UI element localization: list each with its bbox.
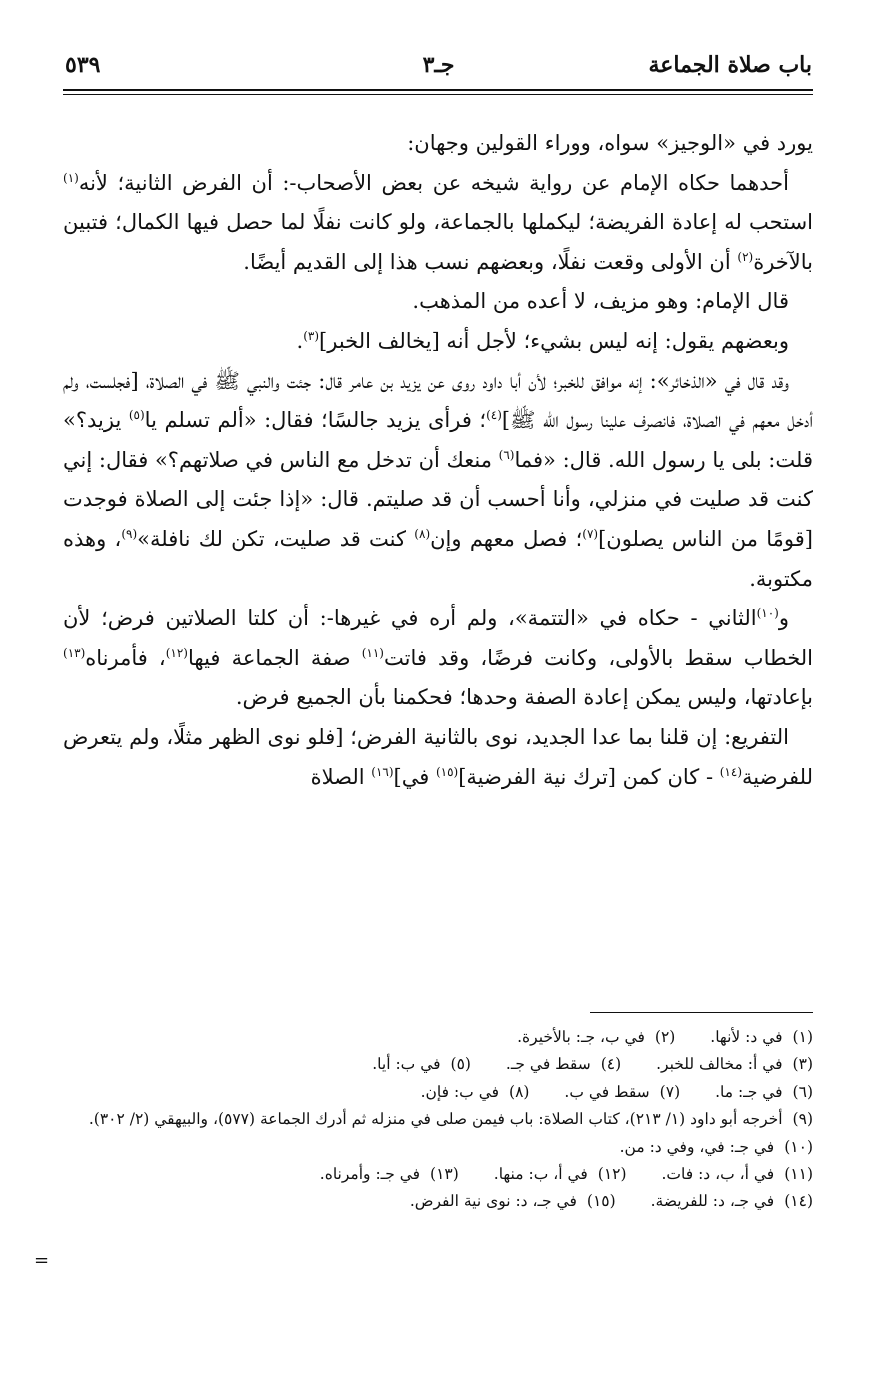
footnote-line xyxy=(55,1024,813,1051)
footnote-number: (١١) xyxy=(784,1165,813,1184)
footnote-text: في ب: فإن. xyxy=(420,1082,500,1101)
footnote-marker[interactable]: (١٣) xyxy=(63,645,86,660)
footnote-text: في أ، ب، د: فات. xyxy=(661,1165,775,1184)
text-run: في] xyxy=(393,764,436,789)
text-run: وقد قال في «الذخائر»: إنه موافق للخبر؛ لأن أبا داود روى عن يزيد بن عامر قال: جئت والنبي ﷺ في الصلاة، [فجلست، ولم أدخل معهم في الصلاة، فانصرف علينا رسول الله ﷺ] xyxy=(63,368,814,433)
text-run: كنت قد صليت، تكن لك نافلة» xyxy=(137,526,415,551)
header-rule-thick xyxy=(63,89,813,91)
text-run: الصلاة xyxy=(310,764,372,789)
footnote-number: (١٢) xyxy=(597,1165,627,1184)
footnote-number: (٩) xyxy=(792,1110,813,1129)
footnote-marker[interactable]: (١٢) xyxy=(165,645,188,660)
footnote-number: (٢) xyxy=(654,1028,676,1046)
footnote-line xyxy=(55,1079,813,1106)
footnote-number: (٣) xyxy=(792,1055,813,1074)
text-run: منعك أن تدخل مع الناس في صلاتهم؟» فقال: إني كنت قد صليت في منزلي، وأنا أحسب أن قد صليتم. قال: «إذا جئت إلى الصلاة فوجدت [قومًا من الناس يصلون] xyxy=(63,447,814,551)
margin-mark: = xyxy=(34,1250,50,1271)
footnote-text: في أ: مخالف للخبر. xyxy=(656,1055,783,1074)
footnote-marker[interactable]: (١٠) xyxy=(756,606,779,621)
text-run: قال الإمام: وهو مزيف، لا أعده من المذهب. xyxy=(412,289,789,314)
footnote-line xyxy=(55,1161,813,1188)
footnote-marker[interactable]: (١) xyxy=(63,170,79,185)
text-run: - كان كمن [ترك نية الفرضية] xyxy=(458,764,720,789)
footnote-marker[interactable]: (١٦) xyxy=(371,764,394,779)
footnotes xyxy=(55,1024,813,1216)
footnote-marker[interactable]: (٢) xyxy=(737,249,754,264)
text-run: التفريع: إن قلنا بما عدا الجديد، نوى بالثانية الفرض؛ [فلو نوى الظهر مثلًا، ولم يتعرض للفرضية xyxy=(63,724,813,789)
footnote-number: (١٥) xyxy=(586,1192,616,1211)
footnote-marker[interactable]: (١٤) xyxy=(719,764,742,779)
footnote-marker[interactable]: (٤) xyxy=(486,408,502,423)
text-run: بإعادتها، وليس يمكن إعادة الصفة وحدها؛ فحكمنا بأن الجميع فرض. xyxy=(235,685,813,710)
footnote-marker[interactable]: (٣) xyxy=(303,328,320,343)
footnote-number: (٤) xyxy=(600,1055,622,1074)
footnote-number: (١٤) xyxy=(784,1192,813,1211)
footnote-line xyxy=(55,1188,813,1215)
text-run: أن الأولى وقعت نفلًا، وبعضهم نسب هذا إلى القديم أيضًا. xyxy=(243,249,738,274)
paragraph xyxy=(63,164,813,283)
paragraph xyxy=(63,599,813,718)
footnote-separator xyxy=(590,1012,813,1013)
footnote-number: (١٠) xyxy=(784,1137,813,1156)
paragraph xyxy=(63,362,813,600)
text-run: الثاني - حكاه في «التتمة»، ولم أره في غيرها-: أن كلتا الصلاتين فرض؛ لأن الخطاب سقط بالأولى، وكانت فرضًا، وقد فاتت xyxy=(63,606,813,670)
paragraph xyxy=(63,322,813,362)
footnote-marker[interactable]: (٦) xyxy=(498,447,515,462)
header-rule-thin xyxy=(63,94,813,95)
footnote-line xyxy=(55,1134,813,1161)
text-run: ، وهذه مكتوبة. xyxy=(63,526,813,591)
footnote-text: سقط في جـ. xyxy=(505,1055,591,1074)
text-run: ، فأمرناه xyxy=(85,645,166,670)
footnote-number: (١٣) xyxy=(430,1165,459,1184)
footnote-text: في د: لأنها. xyxy=(710,1028,783,1046)
footnote-marker[interactable]: (١١) xyxy=(361,645,384,660)
text-run: و xyxy=(778,606,789,631)
footnote-number: (١) xyxy=(792,1028,813,1046)
footnote-text: في ب، جـ: بالأخيرة. xyxy=(517,1028,645,1046)
footnote-text: سقط في ب. xyxy=(564,1082,650,1101)
text-run: . xyxy=(296,328,304,353)
paragraph xyxy=(63,124,813,164)
text-run: استحب له إعادة الفريضة؛ ليكملها بالجماعة، ولو كانت نفلًا لما حصل فيها الكمال؛ فتبين بالآخرة xyxy=(63,210,813,274)
footnote-text: في جـ: ما. xyxy=(715,1082,783,1101)
page-number: ٥٣٩ xyxy=(65,52,101,78)
footnote-line xyxy=(55,1106,813,1133)
paragraph xyxy=(63,718,813,797)
main-text xyxy=(63,124,813,797)
footnote-text: في أ، ب: منها. xyxy=(493,1165,588,1184)
text-run: يورد في «الوجيز» سواه، ووراء القولين وجهان: xyxy=(407,131,813,155)
footnote-number: (٨) xyxy=(509,1082,530,1101)
text-run: أحدهما حكاه الإمام عن رواية شيخه عن بعض الأصحاب-: أن الفرض الثانية؛ لأنه xyxy=(78,170,789,195)
footnote-text: أخرجه أبو داود (١/ ٢١٣)، كتاب الصلاة: باب فيمن صلى في منزله ثم أدرك الجماعة (٥٧٧)، والبيهقي (٢/ ٣٠٢). xyxy=(88,1110,783,1129)
chapter-title: باب صلاة الجماعة xyxy=(648,52,812,78)
text-run: يزيد؟» قلت: بلى يا رسول الله. قال: «فما xyxy=(63,408,813,472)
text-run: ؛ فرأى يزيد جالسًا؛ فقال: «ألم تسلم يا xyxy=(144,408,487,433)
footnote-text: في ب: أيا. xyxy=(372,1055,441,1074)
running-header xyxy=(65,52,812,88)
footnote-text: في جـ، د: نوى نية الفرض. xyxy=(409,1192,577,1211)
footnote-text: في جـ: في، وفي د: من. xyxy=(619,1137,775,1156)
footnote-number: (٥) xyxy=(450,1055,471,1074)
footnote-marker[interactable]: (٥) xyxy=(128,408,145,423)
volume-label: جـ٣ xyxy=(422,52,455,78)
paragraph xyxy=(63,282,813,322)
footnote-marker[interactable]: (٩) xyxy=(121,526,138,541)
footnote-text: في جـ: وأمرناه. xyxy=(319,1165,421,1184)
text-run: ؛ فصل معهم وإن xyxy=(430,526,583,551)
footnote-line xyxy=(55,1051,813,1078)
footnote-marker[interactable]: (٧) xyxy=(582,526,599,541)
footnote-number: (٧) xyxy=(659,1082,681,1101)
footnote-number: (٦) xyxy=(792,1082,813,1101)
footnote-marker[interactable]: (٨) xyxy=(414,526,431,541)
text-run: وبعضهم يقول: إنه ليس بشيء؛ لأجل أنه [يخالف الخبر] xyxy=(319,328,789,353)
footnote-marker[interactable]: (١٥) xyxy=(435,764,459,779)
footnote-text: في جـ، د: للفريضة. xyxy=(650,1192,775,1211)
text-run: صفة الجماعة فيها xyxy=(187,645,362,670)
